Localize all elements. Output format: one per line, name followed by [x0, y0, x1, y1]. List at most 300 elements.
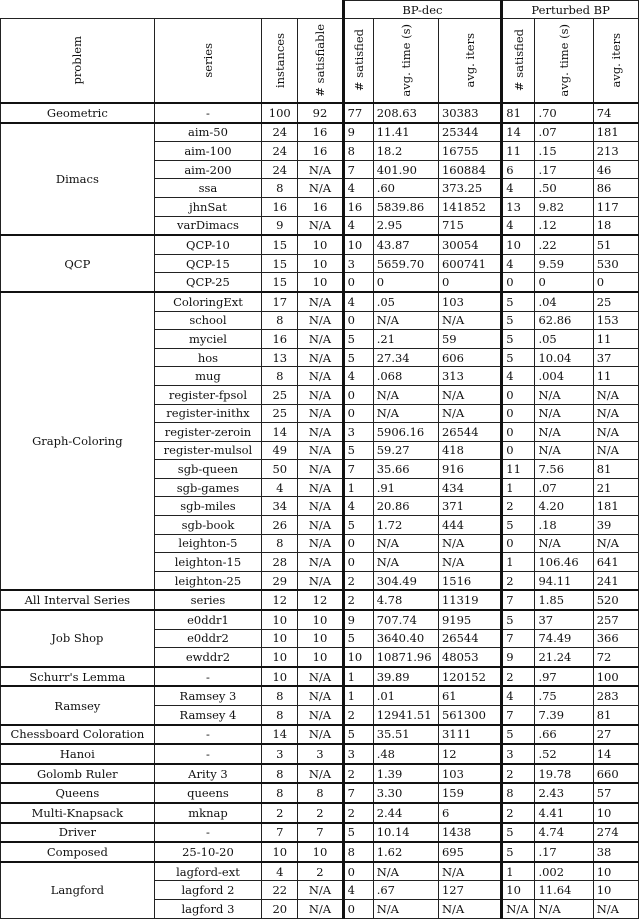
- pbp-iters-cell: 46: [593, 160, 638, 179]
- pbp-time-cell: .22: [535, 235, 593, 254]
- series-cell: QCP-25: [154, 273, 262, 292]
- bp-time-cell: 59.27: [373, 441, 438, 460]
- satisfiable-cell: 10: [298, 629, 343, 648]
- satisfiable-cell: N/A: [298, 367, 343, 386]
- series-cell: -: [154, 744, 262, 764]
- problem-cell: Queens: [1, 783, 155, 803]
- satisfiable-cell: 10: [298, 610, 343, 629]
- bp-time-cell: 10.14: [373, 823, 438, 843]
- pbp-satisfied-cell: 0: [502, 404, 535, 423]
- bp-time-cell: 707.74: [373, 610, 438, 629]
- problem-cell: Job Shop: [1, 610, 155, 667]
- bp-iters-cell: 141852: [438, 197, 501, 216]
- pbp-time-cell: 10.04: [535, 348, 593, 367]
- instances-cell: 8: [262, 179, 298, 198]
- bp-iters-cell: 373.25: [438, 179, 501, 198]
- table-row: [1, 862, 639, 881]
- col-header-bp-iters: avg. iters: [462, 33, 477, 88]
- satisfiable-cell: 2: [298, 862, 343, 881]
- pbp-time-cell: N/A: [535, 385, 593, 404]
- bp-satisfied-cell: 2: [343, 590, 373, 610]
- pbp-time-cell: 4.41: [535, 803, 593, 823]
- pbp-iters-cell: 520: [593, 590, 638, 610]
- perturbed-bp-header: Perturbed BP: [502, 1, 639, 19]
- bp-time-cell: 4.78: [373, 590, 438, 610]
- series-cell: ssa: [154, 179, 262, 198]
- problem-cell: Schurr's Lemma: [1, 667, 155, 687]
- bp-iters-cell: 916: [438, 460, 501, 479]
- pbp-satisfied-cell: 2: [502, 764, 535, 784]
- series-cell: leighton-25: [154, 571, 262, 590]
- series-cell: sgb-book: [154, 516, 262, 535]
- bp-satisfied-cell: 0: [343, 862, 373, 881]
- series-cell: leighton-5: [154, 534, 262, 553]
- bp-time-cell: N/A: [373, 385, 438, 404]
- bp-iters-cell: N/A: [438, 385, 501, 404]
- pbp-iters-cell: 100: [593, 667, 638, 687]
- problem-cell: Ramsey: [1, 686, 155, 724]
- pbp-satisfied-cell: 4: [502, 367, 535, 386]
- pbp-satisfied-cell: 81: [502, 103, 535, 123]
- pbp-time-cell: .18: [535, 516, 593, 535]
- pbp-satisfied-cell: 5: [502, 610, 535, 629]
- pbp-iters-cell: N/A: [593, 423, 638, 442]
- series-cell: aim-50: [154, 123, 262, 142]
- bp-iters-cell: 26544: [438, 423, 501, 442]
- pbp-iters-cell: 660: [593, 764, 638, 784]
- col-header-satisfiable: # satisfiable: [312, 24, 327, 97]
- pbp-time-cell: 19.78: [535, 764, 593, 784]
- pbp-time-cell: 21.24: [535, 648, 593, 667]
- col-header-pbp-time: avg. time (s): [557, 24, 572, 97]
- instances-cell: 25: [262, 404, 298, 423]
- col-header-bp-time: avg. time (s): [398, 24, 413, 97]
- bp-satisfied-cell: 5: [343, 348, 373, 367]
- pbp-satisfied-cell: 8: [502, 783, 535, 803]
- instances-cell: 8: [262, 534, 298, 553]
- bp-iters-cell: N/A: [438, 553, 501, 572]
- instances-cell: 8: [262, 311, 298, 330]
- satisfiable-cell: N/A: [298, 667, 343, 687]
- satisfiable-cell: N/A: [298, 160, 343, 179]
- satisfiable-cell: 12: [298, 590, 343, 610]
- problem-cell: Geometric: [1, 103, 155, 123]
- series-cell: e0ddr2: [154, 629, 262, 648]
- problem-cell: Golomb Ruler: [1, 764, 155, 784]
- pbp-iters-cell: N/A: [593, 441, 638, 460]
- problem-cell: All Interval Series: [1, 590, 155, 610]
- pbp-time-cell: .97: [535, 667, 593, 687]
- satisfiable-cell: N/A: [298, 571, 343, 590]
- pbp-iters-cell: 25: [593, 292, 638, 311]
- bp-time-cell: 0: [373, 273, 438, 292]
- bp-time-cell: 39.89: [373, 667, 438, 687]
- bp-time-cell: N/A: [373, 404, 438, 423]
- satisfiable-cell: 16: [298, 123, 343, 142]
- pbp-satisfied-cell: 9: [502, 648, 535, 667]
- bp-satisfied-cell: 1: [343, 686, 373, 705]
- pbp-time-cell: 94.11: [535, 571, 593, 590]
- instances-cell: 13: [262, 348, 298, 367]
- table-row: [1, 842, 639, 862]
- pbp-satisfied-cell: 14: [502, 123, 535, 142]
- bp-iters-cell: N/A: [438, 862, 501, 881]
- series-cell: Ramsey 3: [154, 686, 262, 705]
- pbp-satisfied-cell: 7: [502, 629, 535, 648]
- pbp-satisfied-cell: 6: [502, 160, 535, 179]
- series-cell: Arity 3: [154, 764, 262, 784]
- satisfiable-cell: 10: [298, 648, 343, 667]
- table-row: [1, 744, 639, 764]
- bp-iters-cell: 6: [438, 803, 501, 823]
- satisfiable-cell: N/A: [298, 460, 343, 479]
- bp-time-cell: 2.95: [373, 216, 438, 235]
- pbp-iters-cell: 37: [593, 348, 638, 367]
- table-row: [1, 725, 639, 745]
- series-cell: sgb-miles: [154, 497, 262, 516]
- col-header-pbp-satisfied: # satisfied: [511, 29, 526, 92]
- instances-cell: 14: [262, 423, 298, 442]
- bp-satisfied-cell: 0: [343, 404, 373, 423]
- pbp-satisfied-cell: 5: [502, 516, 535, 535]
- instances-cell: 8: [262, 764, 298, 784]
- pbp-iters-cell: 86: [593, 179, 638, 198]
- pbp-time-cell: .17: [535, 842, 593, 862]
- bp-satisfied-cell: 8: [343, 842, 373, 862]
- bp-iters-cell: N/A: [438, 311, 501, 330]
- series-cell: queens: [154, 783, 262, 803]
- satisfiable-cell: N/A: [298, 441, 343, 460]
- pbp-satisfied-cell: 5: [502, 292, 535, 311]
- series-cell: register-fpsol: [154, 385, 262, 404]
- bp-time-cell: 35.51: [373, 725, 438, 745]
- satisfiable-cell: 92: [298, 103, 343, 123]
- col-header-series: series: [200, 43, 215, 78]
- satisfiable-cell: N/A: [298, 553, 343, 572]
- pbp-time-cell: 1.85: [535, 590, 593, 610]
- pbp-iters-cell: 81: [593, 460, 638, 479]
- series-cell: Ramsey 4: [154, 706, 262, 725]
- series-cell: QCP-15: [154, 254, 262, 273]
- bp-satisfied-cell: 5: [343, 330, 373, 349]
- series-cell: leighton-15: [154, 553, 262, 572]
- series-cell: aim-100: [154, 142, 262, 161]
- instances-cell: 15: [262, 235, 298, 254]
- pbp-satisfied-cell: 0: [502, 441, 535, 460]
- pbp-satisfied-cell: 0: [502, 534, 535, 553]
- bp-satisfied-cell: 0: [343, 273, 373, 292]
- instances-cell: 20: [262, 899, 298, 918]
- series-cell: myciel: [154, 330, 262, 349]
- series-cell: ewddr2: [154, 648, 262, 667]
- bp-satisfied-cell: 10: [343, 648, 373, 667]
- satisfiable-cell: 3: [298, 744, 343, 764]
- problem-cell: Composed: [1, 842, 155, 862]
- pbp-satisfied-cell: 7: [502, 590, 535, 610]
- bp-iters-cell: 120152: [438, 667, 501, 687]
- satisfiable-cell: 10: [298, 235, 343, 254]
- bp-iters-cell: 11319: [438, 590, 501, 610]
- bp-iters-cell: 418: [438, 441, 501, 460]
- pbp-time-cell: N/A: [535, 534, 593, 553]
- col-header-instances: instances: [272, 32, 287, 89]
- bp-time-cell: 208.63: [373, 103, 438, 123]
- series-cell: register-mulsol: [154, 441, 262, 460]
- bp-satisfied-cell: 3: [343, 254, 373, 273]
- bp-time-cell: .01: [373, 686, 438, 705]
- col-header-pbp-iters: avg. iters: [608, 33, 623, 88]
- bp-time-cell: N/A: [373, 899, 438, 918]
- pbp-satisfied-cell: 1: [502, 553, 535, 572]
- pbp-iters-cell: 74: [593, 103, 638, 123]
- pbp-satisfied-cell: 13: [502, 197, 535, 216]
- problem-cell: Chessboard Coloration: [1, 725, 155, 745]
- table-row: [1, 103, 639, 123]
- bp-satisfied-cell: 0: [343, 553, 373, 572]
- bp-iters-cell: 159: [438, 783, 501, 803]
- series-cell: -: [154, 725, 262, 745]
- pbp-time-cell: .15: [535, 142, 593, 161]
- pbp-iters-cell: 0: [593, 273, 638, 292]
- instances-cell: 2: [262, 803, 298, 823]
- pbp-iters-cell: 10: [593, 862, 638, 881]
- pbp-time-cell: 7.56: [535, 460, 593, 479]
- series-cell: lagford-ext: [154, 862, 262, 881]
- bp-iters-cell: N/A: [438, 899, 501, 918]
- bp-satisfied-cell: 2: [343, 571, 373, 590]
- series-cell: e0ddr1: [154, 610, 262, 629]
- bp-satisfied-cell: 5: [343, 725, 373, 745]
- instances-cell: 16: [262, 197, 298, 216]
- bp-time-cell: 1.72: [373, 516, 438, 535]
- instances-cell: 10: [262, 648, 298, 667]
- instances-cell: 8: [262, 706, 298, 725]
- satisfiable-cell: 10: [298, 254, 343, 273]
- bp-iters-cell: 695: [438, 842, 501, 862]
- satisfiable-cell: 10: [298, 273, 343, 292]
- bp-time-cell: 2.44: [373, 803, 438, 823]
- pbp-iters-cell: 27: [593, 725, 638, 745]
- pbp-time-cell: .52: [535, 744, 593, 764]
- pbp-satisfied-cell: 4: [502, 686, 535, 705]
- series-cell: -: [154, 823, 262, 843]
- satisfiable-cell: N/A: [298, 725, 343, 745]
- bp-iters-cell: 30054: [438, 235, 501, 254]
- bp-satisfied-cell: 4: [343, 367, 373, 386]
- series-cell: register-zeroin: [154, 423, 262, 442]
- series-cell: varDimacs: [154, 216, 262, 235]
- bp-iters-cell: 103: [438, 764, 501, 784]
- instances-cell: 16: [262, 330, 298, 349]
- pbp-iters-cell: 366: [593, 629, 638, 648]
- bp-satisfied-cell: 2: [343, 706, 373, 725]
- group-header-row: [1, 1, 639, 19]
- bp-time-cell: 11.41: [373, 123, 438, 142]
- series-cell: lagford 2: [154, 881, 262, 900]
- pbp-time-cell: 9.59: [535, 254, 593, 273]
- pbp-time-cell: .07: [535, 123, 593, 142]
- instances-cell: 3: [262, 744, 298, 764]
- pbp-time-cell: .70: [535, 103, 593, 123]
- pbp-satisfied-cell: 10: [502, 235, 535, 254]
- pbp-iters-cell: 530: [593, 254, 638, 273]
- pbp-iters-cell: N/A: [593, 534, 638, 553]
- problem-cell: QCP: [1, 235, 155, 292]
- column-header-row: [1, 19, 639, 104]
- instances-cell: 9: [262, 216, 298, 235]
- satisfiable-cell: N/A: [298, 534, 343, 553]
- satisfiable-cell: N/A: [298, 179, 343, 198]
- bp-time-cell: 12941.51: [373, 706, 438, 725]
- instances-cell: 25: [262, 385, 298, 404]
- problem-cell: Driver: [1, 823, 155, 843]
- bp-satisfied-cell: 16: [343, 197, 373, 216]
- instances-cell: 10: [262, 629, 298, 648]
- pbp-time-cell: .75: [535, 686, 593, 705]
- bp-time-cell: 18.2: [373, 142, 438, 161]
- pbp-iters-cell: 81: [593, 706, 638, 725]
- satisfiable-cell: N/A: [298, 497, 343, 516]
- bp-iters-cell: 103: [438, 292, 501, 311]
- pbp-satisfied-cell: 3: [502, 744, 535, 764]
- pbp-time-cell: .002: [535, 862, 593, 881]
- pbp-time-cell: 62.86: [535, 311, 593, 330]
- series-cell: register-inithx: [154, 404, 262, 423]
- bp-satisfied-cell: 7: [343, 160, 373, 179]
- pbp-time-cell: N/A: [535, 404, 593, 423]
- satisfiable-cell: N/A: [298, 516, 343, 535]
- bp-time-cell: .60: [373, 179, 438, 198]
- bp-satisfied-cell: 7: [343, 783, 373, 803]
- instances-cell: 14: [262, 725, 298, 745]
- pbp-time-cell: 11.64: [535, 881, 593, 900]
- satisfiable-cell: 16: [298, 142, 343, 161]
- table-row: [1, 123, 639, 142]
- table-row: [1, 803, 639, 823]
- bp-time-cell: 1.62: [373, 842, 438, 862]
- satisfiable-cell: 2: [298, 803, 343, 823]
- table-row: [1, 823, 639, 843]
- pbp-satisfied-cell: 2: [502, 803, 535, 823]
- pbp-satisfied-cell: 10: [502, 881, 535, 900]
- bp-time-cell: N/A: [373, 311, 438, 330]
- bp-satisfied-cell: 4: [343, 881, 373, 900]
- bp-satisfied-cell: 0: [343, 385, 373, 404]
- bp-iters-cell: 0: [438, 273, 501, 292]
- bp-iters-cell: 127: [438, 881, 501, 900]
- bp-satisfied-cell: 4: [343, 497, 373, 516]
- series-cell: mug: [154, 367, 262, 386]
- pbp-satisfied-cell: 5: [502, 842, 535, 862]
- bp-time-cell: .48: [373, 744, 438, 764]
- series-cell: lagford 3: [154, 899, 262, 918]
- bp-iters-cell: 25344: [438, 123, 501, 142]
- satisfiable-cell: 8: [298, 783, 343, 803]
- series-cell: QCP-10: [154, 235, 262, 254]
- instances-cell: 8: [262, 367, 298, 386]
- pbp-satisfied-cell: 2: [502, 497, 535, 516]
- bp-satisfied-cell: 77: [343, 103, 373, 123]
- satisfiable-cell: N/A: [298, 216, 343, 235]
- pbp-time-cell: N/A: [535, 423, 593, 442]
- bp-time-cell: 1.39: [373, 764, 438, 784]
- bp-satisfied-cell: 9: [343, 123, 373, 142]
- pbp-time-cell: .07: [535, 478, 593, 497]
- bp-time-cell: 3.30: [373, 783, 438, 803]
- bp-satisfied-cell: 1: [343, 667, 373, 687]
- instances-cell: 8: [262, 686, 298, 705]
- bp-iters-cell: 1438: [438, 823, 501, 843]
- instances-cell: 29: [262, 571, 298, 590]
- table-row: [1, 235, 639, 254]
- bp-time-cell: 43.87: [373, 235, 438, 254]
- pbp-iters-cell: 181: [593, 123, 638, 142]
- pbp-satisfied-cell: 0: [502, 423, 535, 442]
- pbp-time-cell: 74.49: [535, 629, 593, 648]
- satisfiable-cell: N/A: [298, 423, 343, 442]
- satisfiable-cell: N/A: [298, 899, 343, 918]
- table-row: [1, 764, 639, 784]
- pbp-satisfied-cell: 2: [502, 667, 535, 687]
- pbp-time-cell: 2.43: [535, 783, 593, 803]
- bp-satisfied-cell: 7: [343, 460, 373, 479]
- pbp-time-cell: 106.46: [535, 553, 593, 572]
- instances-cell: 49: [262, 441, 298, 460]
- bp-iters-cell: 9195: [438, 610, 501, 629]
- pbp-satisfied-cell: 0: [502, 385, 535, 404]
- instances-cell: 4: [262, 478, 298, 497]
- instances-cell: 24: [262, 123, 298, 142]
- bp-iters-cell: 606: [438, 348, 501, 367]
- instances-cell: 34: [262, 497, 298, 516]
- series-cell: ColoringExt: [154, 292, 262, 311]
- bp-time-cell: 304.49: [373, 571, 438, 590]
- bp-iters-cell: N/A: [438, 534, 501, 553]
- bp-time-cell: 5839.86: [373, 197, 438, 216]
- pbp-time-cell: 37: [535, 610, 593, 629]
- instances-cell: 100: [262, 103, 298, 123]
- bp-iters-cell: 48053: [438, 648, 501, 667]
- instances-cell: 24: [262, 142, 298, 161]
- problem-cell: Multi-Knapsack: [1, 803, 155, 823]
- series-cell: aim-200: [154, 160, 262, 179]
- bp-satisfied-cell: 4: [343, 292, 373, 311]
- pbp-time-cell: .12: [535, 216, 593, 235]
- table-row: [1, 686, 639, 705]
- satisfiable-cell: N/A: [298, 764, 343, 784]
- pbp-iters-cell: 14: [593, 744, 638, 764]
- table-row: [1, 292, 639, 311]
- bp-iters-cell: 26544: [438, 629, 501, 648]
- series-cell: jhnSat: [154, 197, 262, 216]
- bp-time-cell: N/A: [373, 862, 438, 881]
- pbp-satisfied-cell: 0: [502, 273, 535, 292]
- pbp-iters-cell: 213: [593, 142, 638, 161]
- pbp-time-cell: 4.20: [535, 497, 593, 516]
- pbp-iters-cell: 274: [593, 823, 638, 843]
- pbp-time-cell: N/A: [535, 441, 593, 460]
- bp-iters-cell: 313: [438, 367, 501, 386]
- col-header-bp-satisfied: # satisfied: [351, 29, 366, 92]
- pbp-time-cell: 7.39: [535, 706, 593, 725]
- instances-cell: 17: [262, 292, 298, 311]
- problem-cell: Hanoi: [1, 744, 155, 764]
- series-cell: hos: [154, 348, 262, 367]
- bp-satisfied-cell: 0: [343, 311, 373, 330]
- bp-satisfied-cell: 4: [343, 216, 373, 235]
- bp-iters-cell: 371: [438, 497, 501, 516]
- bp-time-cell: .068: [373, 367, 438, 386]
